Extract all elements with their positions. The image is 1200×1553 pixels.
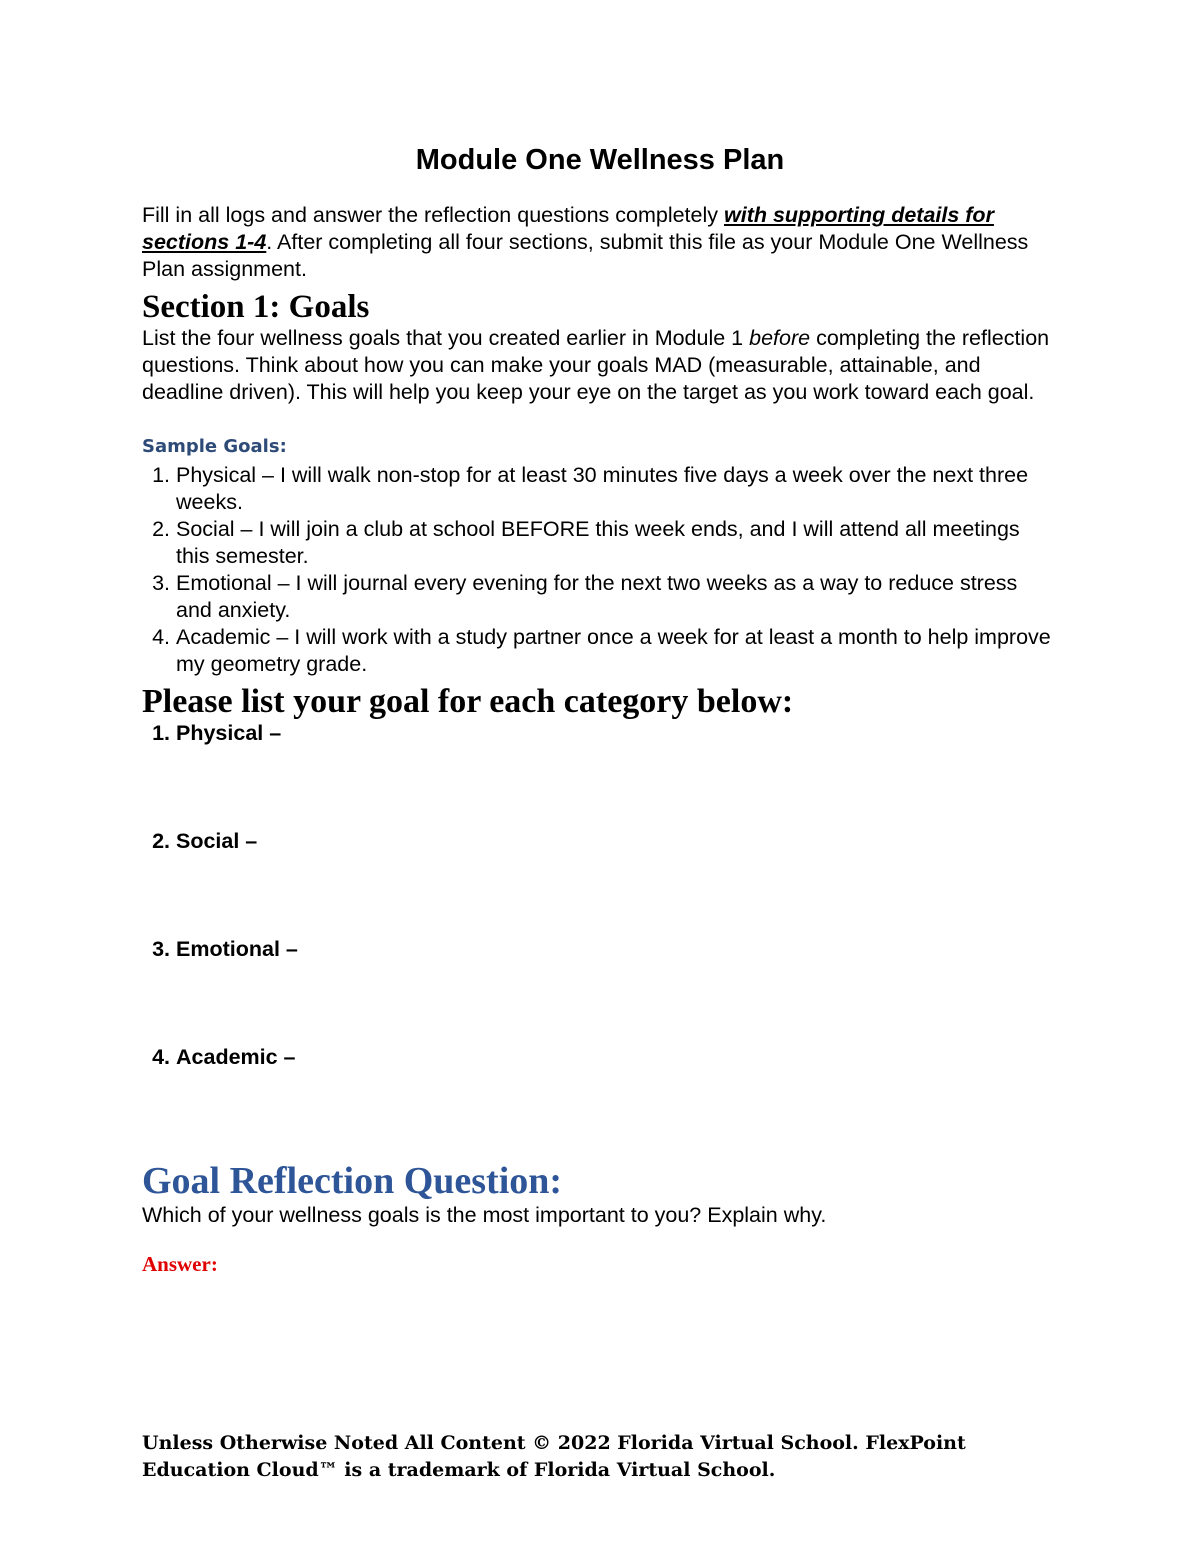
goal-entry-emotional[interactable]: 3. Emotional –: [176, 936, 1058, 1044]
answer-label[interactable]: Answer:: [142, 1252, 218, 1276]
goal-entry-physical[interactable]: 1. Physical –: [176, 720, 1058, 828]
section-1-body: [142, 325, 1058, 406]
goal-entry-academic[interactable]: 4. Academic –: [176, 1044, 1058, 1152]
section-1-text-1: List the four wellness goals that you created earlier in Module 1: [142, 326, 750, 350]
copyright-footer: Unless Otherwise Noted All Content © 2022 Florida Virtual School. FlexPoint Education Cloud™ is a trademark of Florida Virtual School.: [142, 1432, 966, 1481]
section-1-text-2: completing the reflection questions. Think about how you can make your goals MAD (measurable, attainable, and deadline driven). This will help you keep your eye on the target as you work toward each goal.: [142, 326, 1050, 404]
goal-entry-list: [142, 720, 1058, 1152]
goal-prompt-heading: Please list your goal for each category below:: [142, 683, 794, 720]
intro-emphasis: with supporting details for sections 1-4: [142, 203, 994, 254]
sample-goals-label: Sample Goals:: [142, 436, 287, 457]
section-1-italic: before: [749, 326, 811, 350]
sample-goal-item: 2. Social – I will join a club at school BEFORE this week ends, and I will attend all meetings this semester.: [176, 516, 1058, 570]
sample-goal-item: 1. Physical – I will walk non-stop for at least 30 minutes five days a week over the next three weeks.: [176, 462, 1058, 516]
section-1-heading: Section 1: Goals: [142, 289, 370, 325]
goal-entry-social[interactable]: 2. Social –: [176, 828, 1058, 936]
sample-goals-list: [142, 462, 1058, 678]
reflection-question: Which of your wellness goals is the most important to you? Explain why.: [142, 1203, 827, 1227]
intro-paragraph: [142, 202, 1058, 283]
document-title: Module One Wellness Plan: [415, 144, 785, 176]
sample-goal-item: 4. Academic – I will work with a study partner once a week for at least a month to help improve my geometry grade.: [176, 624, 1058, 678]
intro-text-1: Fill in all logs and answer the reflection questions completely: [142, 203, 724, 227]
document-page: [142, 142, 1058, 1278]
reflection-heading: Goal Reflection Question:: [142, 1160, 563, 1202]
intro-text-2: . After completing all four sections, submit this file as your Module One Wellness Plan assignment.: [142, 230, 1029, 281]
sample-goal-item: 3. Emotional – I will journal every evening for the next two weeks as a way to reduce stress and anxiety.: [176, 570, 1058, 624]
